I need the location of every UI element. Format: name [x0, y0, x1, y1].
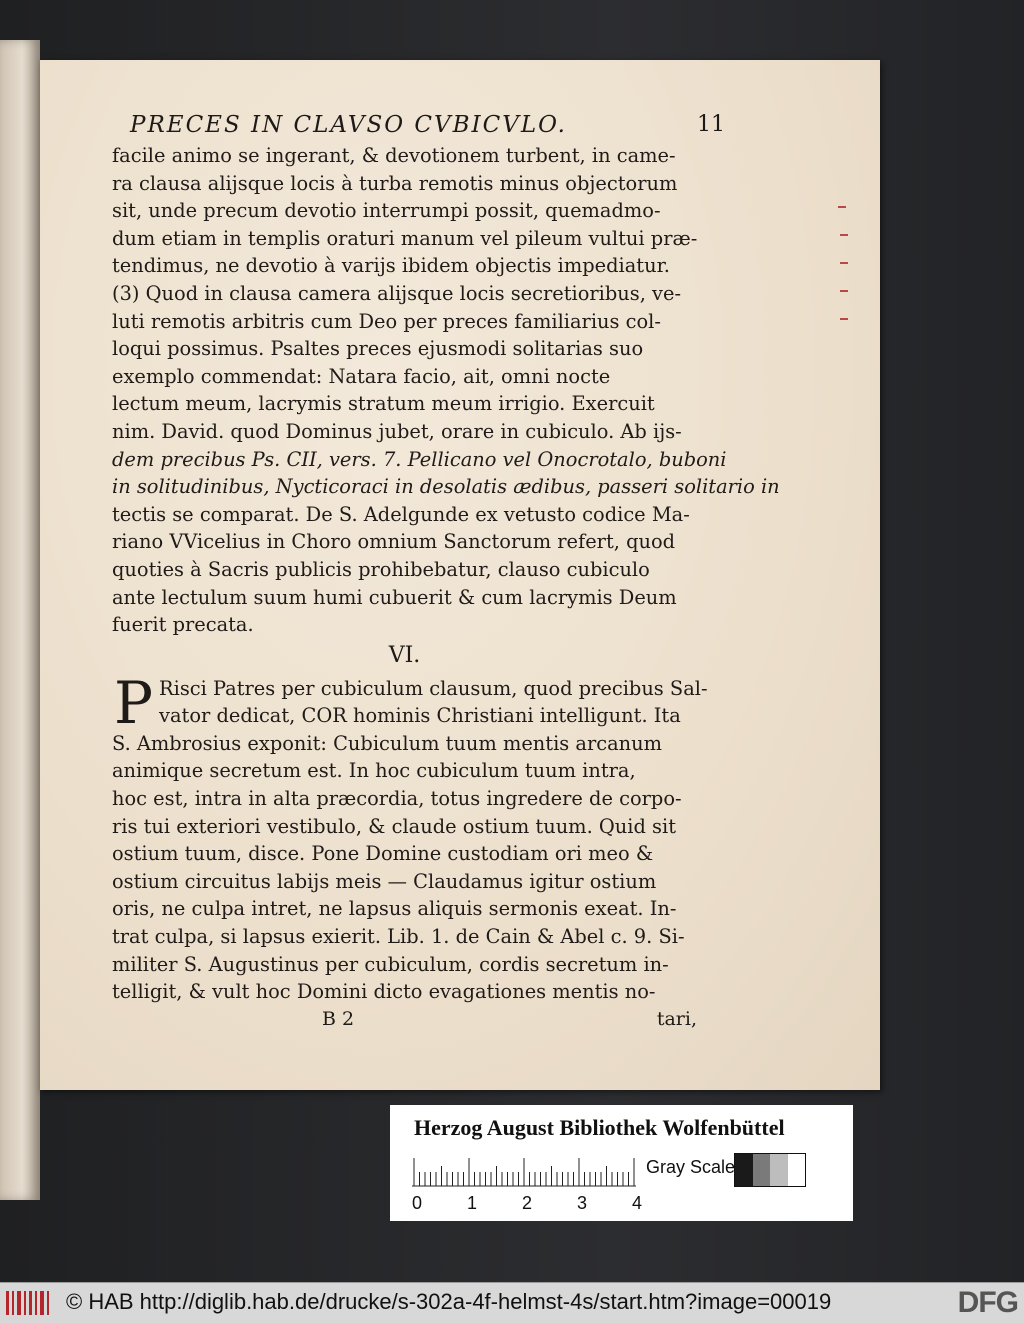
book-page — [40, 60, 880, 1090]
text-line: (3) Quod in clausa camera alijsque locis secretioribus, ve- — [112, 281, 682, 305]
text-line: fuerit precata. — [112, 613, 254, 637]
gray-swatch — [735, 1154, 753, 1186]
page-text-block — [112, 112, 780, 1036]
text-line: dem precibus Ps. CII, vers. 7. Pellicano vel Onocrotalo, buboni — [112, 447, 727, 471]
gray-swatch — [788, 1154, 806, 1186]
text-line: oris, ne culpa intret, ne lapsus aliquis sermonis exeat. In- — [112, 897, 677, 921]
ruler-number: 2 — [522, 1193, 533, 1213]
ruler-number: 1 — [467, 1193, 478, 1213]
paragraph-2 — [112, 668, 708, 1006]
text-line: loqui possimus. Psaltes preces ejusmodi solitarias suo — [112, 337, 644, 361]
text-line: exemplo commendat: Natara facio, ait, omni nocte — [112, 364, 611, 388]
text-line: Risci Patres per cubiculum clausum, quod precibus Sal- — [159, 676, 708, 700]
ruler-number: 0 — [412, 1193, 423, 1213]
text-line: quoties à Sacris publicis prohibebatur, clauso cubiculo — [112, 557, 650, 581]
signature-mark: B 2 — [322, 1007, 355, 1030]
ruler-number: 4 — [632, 1193, 643, 1213]
gray-swatch — [753, 1154, 771, 1186]
text-line: tendimus, ne devotio à varijs ibidem objectis impediatur. — [112, 254, 670, 278]
previous-page-edge — [0, 40, 40, 1200]
text-line: in solitudinibus, Nycticoraci in desolatis ædibus, passeri solitario in — [112, 475, 780, 499]
text-line: ostium tuum, disce. Pone Domine custodiam ori meo & — [112, 842, 654, 866]
gray-scale-swatches — [734, 1153, 806, 1187]
text-line: dum etiam in templis oraturi manum vel pileum vultui præ- — [112, 226, 698, 250]
text-line: S. Ambrosius exponit: Cubiculum tuum mentis arcanum — [112, 731, 663, 755]
text-line: lectum meum, lacrymis stratum meum irrigio. Exercuit — [112, 392, 655, 416]
source-credit-link[interactable]: © HAB http://diglib.hab.de/drucke/s-302a-4f-helmst-4s/start.htm?image=00019 — [66, 1289, 832, 1314]
dfg-logo: DFG — [957, 1286, 1018, 1319]
text-line: militer S. Augustinus per cubiculum, cordis secretum in- — [112, 952, 669, 976]
text-line: telligit, & vult hoc Domini dicto evagationes mentis no- — [112, 980, 656, 1004]
text-line: vator dedicat, COR hominis Christiani intelligunt. Ita — [159, 704, 681, 728]
text-line: riano VVicelius in Choro omnium Sanctorum refert, quod — [112, 530, 676, 554]
text-line: ante lectulum suum humi cubuerit & cum lacrymis Deum — [112, 585, 677, 609]
text-line: ra clausa alijsque locis à turba remotis minus objectorum — [112, 171, 678, 195]
page-footer — [112, 1008, 697, 1036]
text-line: luti remotis arbitris cum Deo per preces familiarius col- — [112, 309, 661, 333]
catchword: tari, — [656, 1007, 697, 1030]
gray-swatch — [770, 1154, 788, 1186]
text-line: hoc est, intra in alta præcordia, totus ingredere de corpo- — [112, 787, 682, 811]
running-head — [112, 112, 725, 142]
library-name: Herzog August Bibliothek Wolfenbüttel — [414, 1115, 785, 1140]
text-line: sit, unde precum devotio interrumpi possit, quemadmo- — [112, 199, 661, 223]
status-bar — [0, 1282, 1024, 1323]
text-line: tectis se comparat. De S. Adelgunde ex vetusto codice Ma- — [112, 502, 690, 526]
running-title: PRECES IN CLAVSO CVBICVLO. — [130, 112, 567, 138]
text-line: facile animo se ingerant, & devotionem turbent, in came- — [112, 144, 676, 167]
text-line: trat culpa, si lapsus exierit. Lib. 1. de Cain & Abel c. 9. Si- — [112, 925, 685, 949]
text-line: nim. David. quod Dominus jubet, orare in cubiculo. Ab ijs- — [112, 419, 682, 443]
gray-scale-label: Gray Scale — [646, 1157, 736, 1177]
library-color-label — [390, 1105, 853, 1221]
text-line: ris tui exteriori vestibulo, & claude ostium tuum. Quid sit — [112, 814, 677, 838]
margin-marks — [820, 205, 880, 685]
section-heading: VI. — [388, 642, 421, 668]
measurement-ruler — [412, 1158, 642, 1188]
ruler-number: 3 — [577, 1193, 588, 1213]
paragraph-1 — [112, 142, 780, 639]
hab-logo-icon — [6, 1289, 50, 1317]
page-number: 11 — [697, 112, 725, 137]
ruler-numbers — [408, 1193, 668, 1215]
drop-cap: P — [114, 668, 154, 737]
text-line: animique secretum est. In hoc cubiculum tuum intra, — [112, 759, 636, 783]
text-line: ostium circuitus labijs meis — Claudamus igitur ostium — [112, 869, 657, 893]
